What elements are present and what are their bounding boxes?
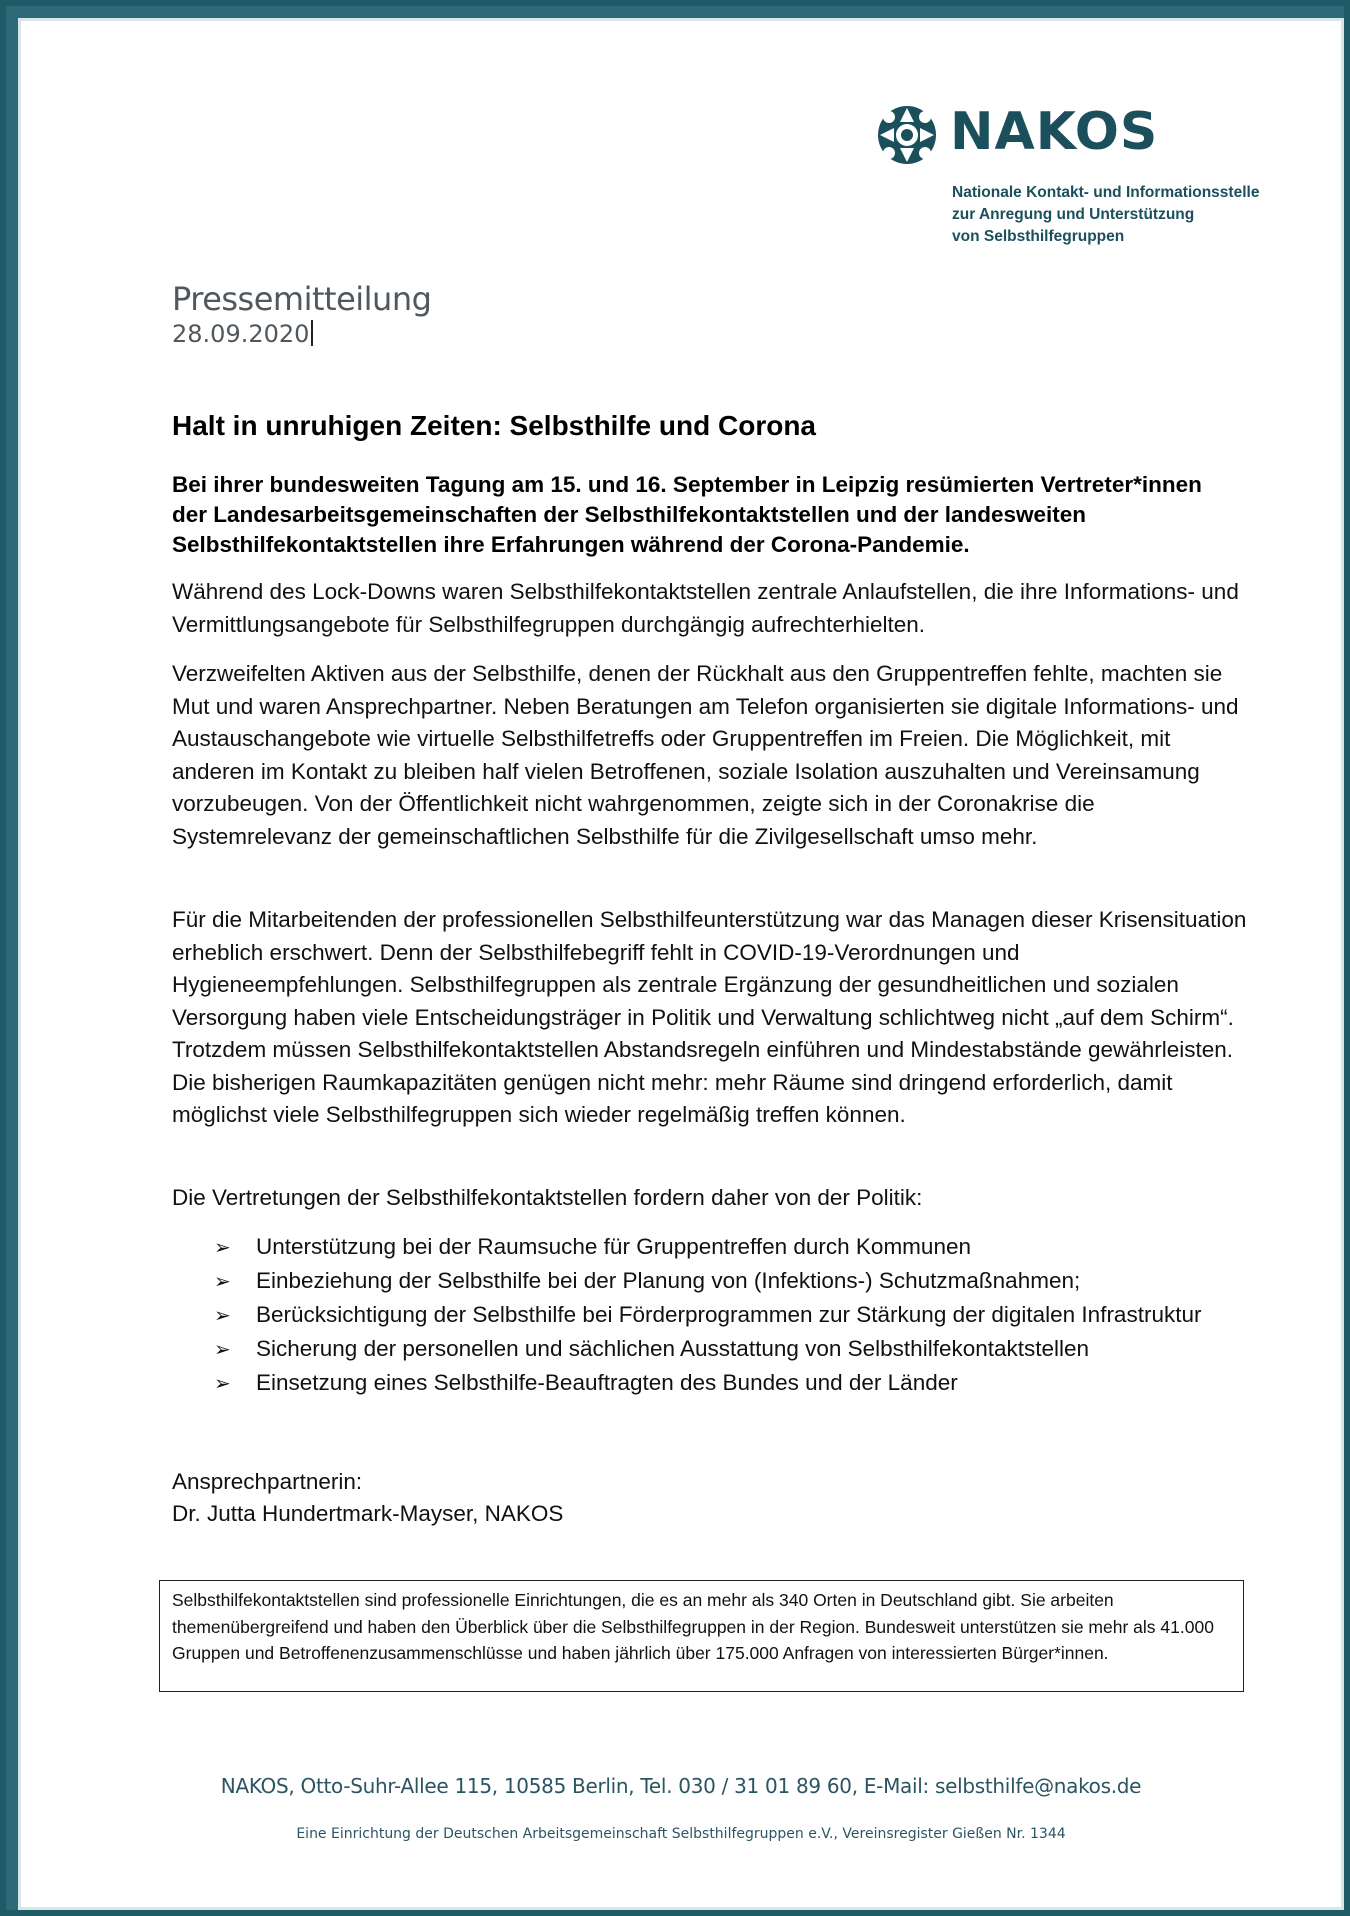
list-item [214, 1230, 1214, 1264]
logo-subtitle-line: Nationale Kontakt- und Informationsstelle [952, 184, 1260, 201]
list-item [214, 1332, 1214, 1366]
demands-list [214, 1230, 1214, 1400]
contact-name: Dr. Jutta Hundertmark-Mayser, NAKOS [172, 1501, 564, 1526]
document-page [18, 18, 1344, 1910]
date-text: 28.09.2020 [172, 320, 310, 348]
info-box: Selbsthilfekontaktstellen sind professionelle Einrichtungen, die es an mehr als 340 Orten in Deutschland gibt. Sie arbeiten themenübergreifend und haben den Überblick über die Selbsthilfegruppen in der Region. Bundesweit unterstützen sie mehr als 41.000 Gruppen und Betroffenenzusammenschlüsse und haben jährlich über 175.000 Anfragen von interessierten Bürger*innen. [159, 1580, 1244, 1692]
arrow-bullet-icon: ➢ [214, 1371, 231, 1395]
logo-wordmark: NAKOS [950, 102, 1159, 162]
footer-address: NAKOS, Otto-Suhr-Allee 115, 10585 Berlin, Tel. 030 / 31 01 89 60, E-Mail: selbsthilfe@nakos.de [220, 1774, 1142, 1798]
body-paragraph: Verzweifelten Aktiven aus der Selbsthilfe, denen der Rückhalt aus den Gruppentreffen fehlte, machten sie Mut und waren Ansprechpartner. Neben Beratungen am Telefon organisierten sie digitale Informations- und Austauschangebote wie virtuelle Selbsthilfetreffs oder Gruppentreffen im Freien. Die Möglichkeit, mit anderen im Kontakt zu bleiben half vielen Betroffenen, soziale Isolation auszuhalten und Vereinsamung vorzubeugen. Von der Öffentlichkeit nicht wahrgenommen, zeigte sich in der Coronakrise die Systemrelevanz der gemeinschaftlichen Selbsthilfe für die Zivilgesellschaft umso mehr. [172, 661, 1239, 849]
list-item [214, 1366, 1214, 1400]
list-item-text: Unterstützung bei der Raumsuche für Gruppentreffen durch Kommunen [256, 1234, 971, 1259]
list-item [214, 1264, 1214, 1298]
list-item-text: Einbeziehung der Selbsthilfe bei der Planung von (Infektions-) Schutzmaßnahmen; [256, 1268, 1081, 1293]
nakos-logo-icon [876, 104, 938, 166]
arrow-bullet-icon: ➢ [214, 1337, 231, 1361]
body-paragraph: Die Vertretungen der Selbsthilfekontaktstellen fordern daher von der Politik: [172, 1185, 923, 1210]
body-paragraph: Für die Mitarbeitenden der professionellen Selbsthilfeunterstützung war das Managen dieser Krisensituation erheblich erschwert. Denn der Selbsthilfebegriff fehlt in COVID-19-Verordnungen und Hygieneempfehlungen. Selbsthilfegruppen als zentrale Ergänzung der gesundheitlichen und sozialen Versorgung haben viele Entscheidungsträger in Politik und Verwaltung schlichtweg nicht „auf dem Schirm“. Trotzdem müssen Selbsthilfekontaktstellen Abstandsregeln einführen und Mindestabstände gewährleisten. Die bisherigen Raumkapazitäten genügen nicht mehr: mehr Räume sind dringend erforderlich, damit möglichst viele Selbsthilfegruppen sich wieder regelmäßig treffen können. [172, 907, 1247, 1127]
list-item-text: Sicherung der personellen und sächlichen Ausstattung von Selbsthilfekontaktstellen [256, 1336, 1090, 1361]
arrow-bullet-icon: ➢ [214, 1269, 231, 1293]
contact-block [172, 1466, 972, 1530]
logo-subtitle [952, 182, 1292, 248]
list-item-text: Einsetzung eines Selbsthilfe-Beauftragten des Bundes und der Länder [256, 1370, 958, 1395]
logo-subtitle-line: von Selbsthilfegruppen [952, 228, 1125, 245]
logo-subtitle-line: zur Anregung und Unterstützung [952, 206, 1195, 223]
text-cursor [311, 320, 313, 346]
arrow-bullet-icon: ➢ [214, 1235, 231, 1259]
contact-label: Ansprechpartnerin: [172, 1469, 363, 1494]
arrow-bullet-icon: ➢ [214, 1303, 231, 1327]
headline: Halt in unruhigen Zeiten: Selbsthilfe und Corona [172, 410, 816, 441]
lead-paragraph: Bei ihrer bundesweiten Tagung am 15. und 16. September in Leipzig resümierten Vertreter*innen der Landesarbeitsgemeinschaften der Selbsthilfekontaktstellen und der landesweiten Selbsthilfekontaktstellen ihre Erfahrungen während der Corona-Pandemie. [172, 472, 1202, 557]
press-release-label: Pressemitteilung [172, 280, 432, 318]
list-item [214, 1298, 1214, 1332]
footer-legal: Eine Einrichtung der Deutschen Arbeitsgemeinschaft Selbsthilfegruppen e.V., Vereinsregister Gießen Nr. 1344 [296, 1826, 1066, 1842]
list-item-text: Berücksichtigung der Selbsthilfe bei Förderprogrammen zur Stärkung der digitalen Infrastruktur [256, 1302, 1202, 1327]
body-paragraph: Während des Lock-Downs waren Selbsthilfekontaktstellen zentrale Anlaufstellen, die ihre Informations- und Vermittlungsangebote für Selbsthilfegruppen durchgängig aufrechterhielten. [172, 579, 1239, 637]
press-release-date [172, 320, 313, 348]
